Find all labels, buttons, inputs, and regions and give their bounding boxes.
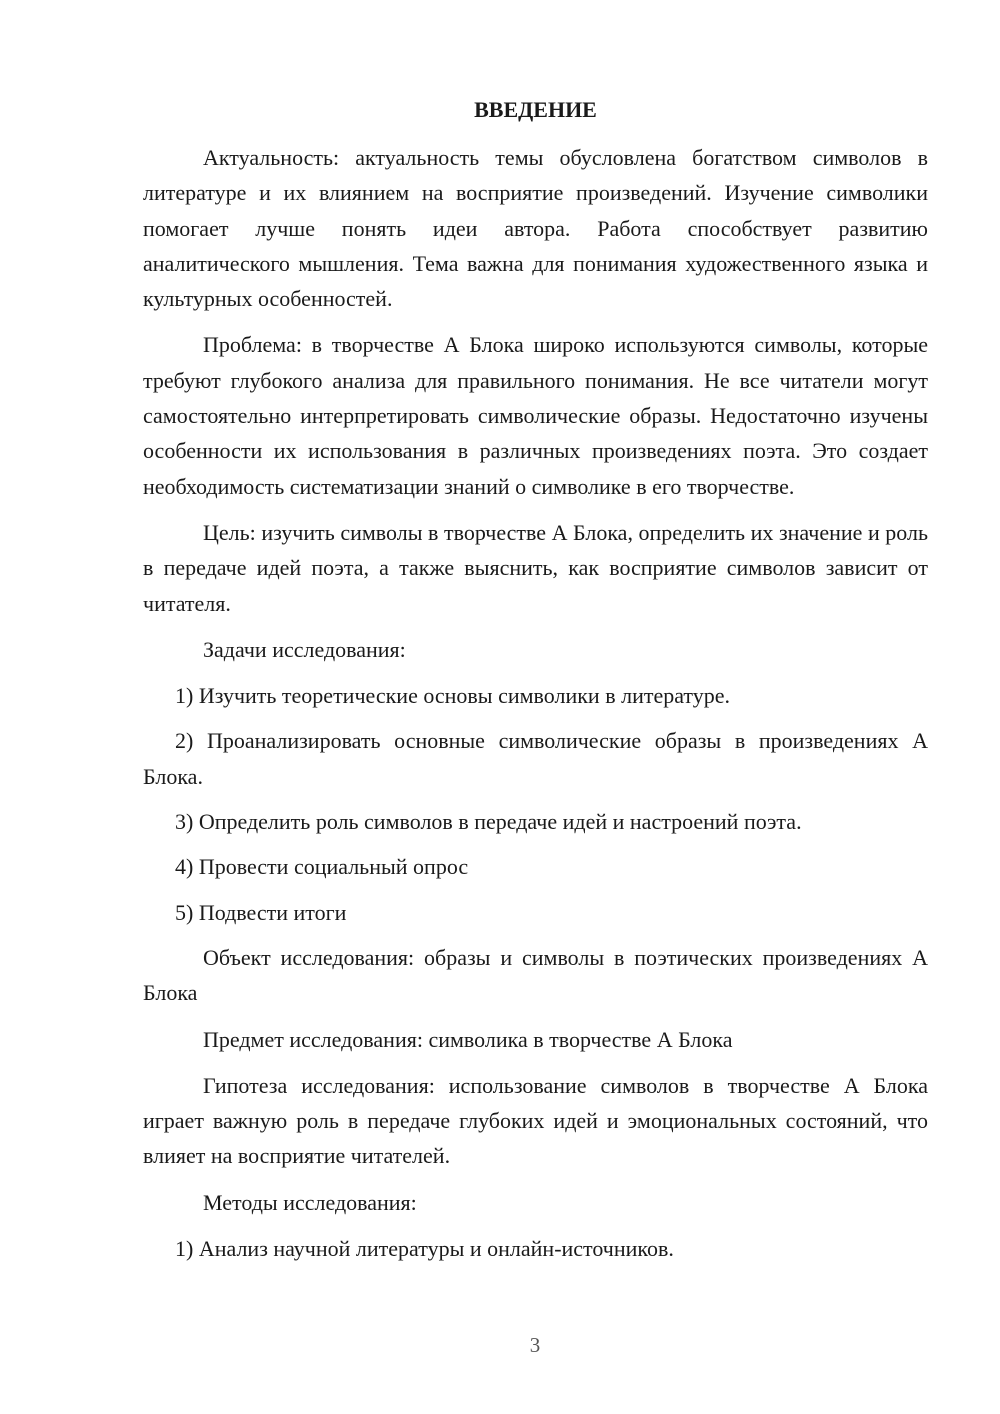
task-item-1: 1) Изучить теоретические основы символики в литературе. [175, 683, 731, 709]
relevance-paragraph: Актуальность: актуальность темы обусловлена богатством символов в литературе и их влиянием на восприятие произведений. Изучение символики помогает лучше понять идеи автора. Работа способствует развитию аналитического мышления. Тема важна для понимания художественного языка и культурных особенностей. [143, 145, 928, 312]
page-content [143, 92, 928, 1276]
method-item-1: 1) Анализ научной литературы и онлайн-источников. [175, 1236, 674, 1262]
task-item-2: 2) Проанализировать основные символические образы в произведениях А Блока. [143, 728, 928, 789]
goal-paragraph: Цель: изучить символы в творчестве А Блока, определить их значение и роль в передаче идей поэта, а также выяснить, как восприятие символов зависит от читателя. [143, 519, 928, 616]
section-title: ВВЕДЕНИЕ [474, 97, 597, 122]
task-item-5: 5) Подвести итоги [175, 899, 347, 925]
task-item-4: 4) Провести социальный опрос [175, 854, 469, 880]
object-paragraph: Объект исследования: образы и символы в поэтических произведениях А Блока [143, 944, 928, 1006]
tasks-heading: Задачи исследования: [203, 636, 406, 662]
task-item-3: 3) Определить роль символов в передаче идей и настроений поэта. [175, 809, 802, 835]
hypothesis-paragraph: Гипотеза исследования: использование символов в творчестве А Блока играет важную роль в передаче глубоких идей и эмоциональных состояний, что влияет на восприятие читателей. [143, 1072, 928, 1169]
methods-heading: Методы исследования: [203, 1189, 417, 1215]
problem-paragraph: Проблема: в творчестве А Блока широко используются символы, которые требуют глубокого анализа для правильного понимания. Не все читатели могут самостоятельно интерпретировать символические образы. Недостаточно изучены особенности их использования в различных произведениях поэта. Это создает необходимость систематизации знаний о символике в его творчестве. [143, 332, 928, 499]
page-number: 3 [529, 1333, 541, 1357]
subject-paragraph: Предмет исследования: символика в творчестве А Блока [203, 1026, 733, 1052]
